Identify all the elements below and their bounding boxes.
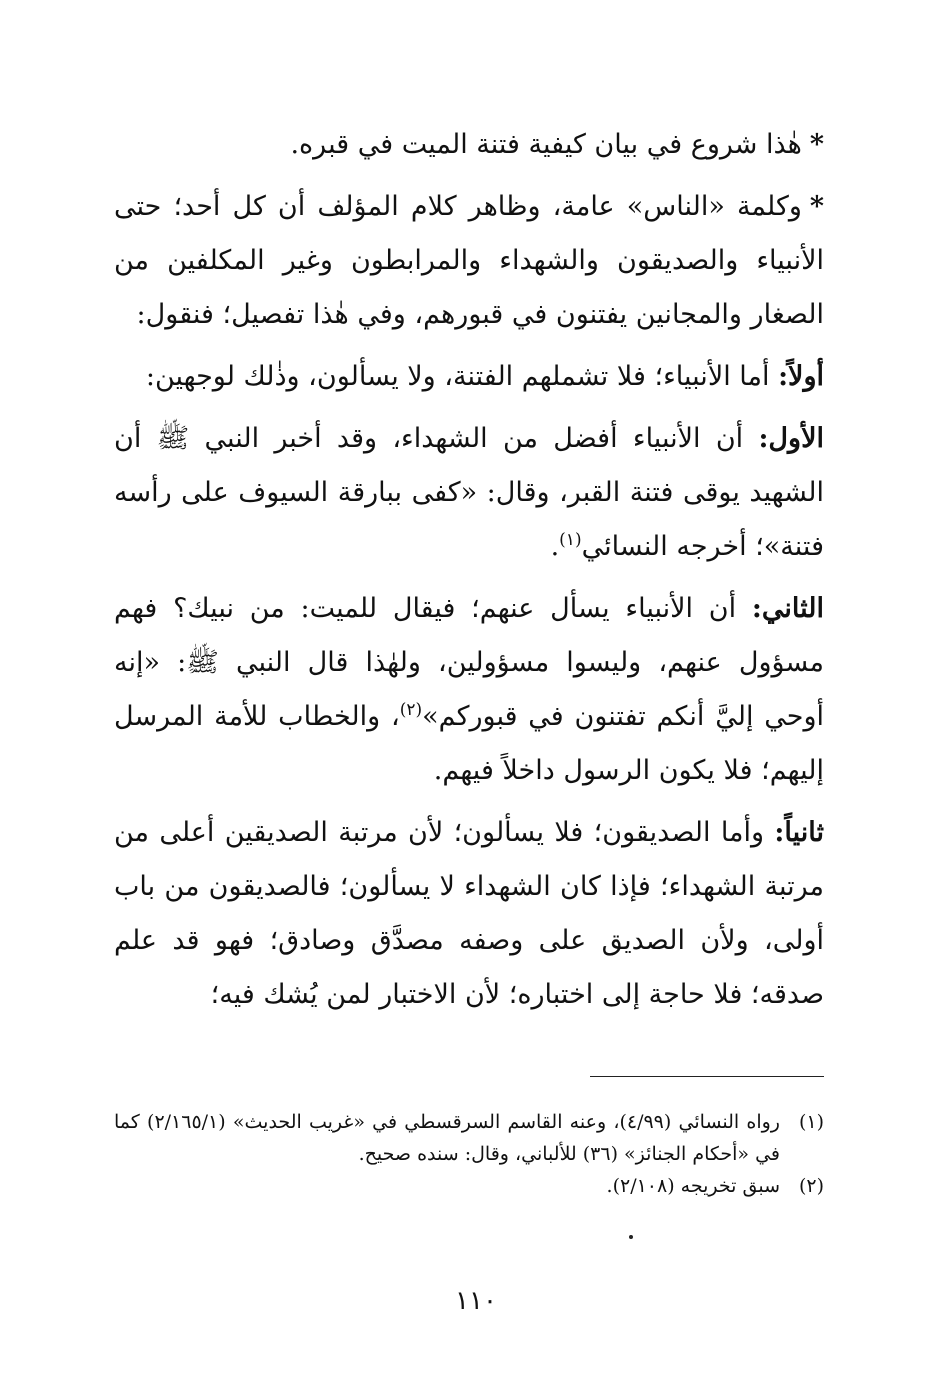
footnote-ref-1[interactable]: (١) [559,530,582,550]
asterisk-marker: * [809,191,824,222]
footnote-2 [114,1170,824,1202]
paragraph-text: هٰذا شروع في بيان كيفية فتنة الميت في قبره. [290,129,802,160]
section-heading: أولاً: [778,361,824,392]
footnote-text: سبق تخريجه (٢/١٠٨). [606,1175,780,1197]
paragraph-6 [114,806,824,1022]
paragraph-text: وأما الصديقون؛ فلا يسألون؛ لأن مرتبة الصديقين أعلى من مرتبة الشهداء؛ فإذا كان الشهداء لا يسألون؛ فالصديقون من باب أولى، ولأن الصديق على وصفه مصدَّق وصادق؛ فهو قد علم صدقه؛ فلا حاجة إلى اختباره؛ لأن الاختبار لمن يُشك فيه؛ [114,817,824,1010]
footnote-1 [114,1106,824,1170]
section-heading: ثانياً: [774,817,824,848]
paragraph-text: أما الأنبياء؛ فلا تشملهم الفتنة، ولا يسألون، وذٰلك لوجهين: [145,361,770,392]
stray-dot [629,1235,633,1239]
footnote-text: رواه النسائي (٤/٩٩)، وعنه القاسم السرقسطي في «غريب الحديث» (٢/١٦٥/١) كما في «أحكام الجنائز» (٣٦) للألباني، وقال: سنده صحيح. [114,1111,780,1165]
paragraph-1 [114,118,824,172]
paragraph-tail: ، والخطاب للأمة المرسل إليهم؛ فلا يكون الرسول داخلاً فيهم. [114,701,824,786]
page-number: ١١٠ [455,1286,497,1316]
footnotes [114,1106,824,1202]
footnote-ref-2[interactable]: (٢) [399,700,423,720]
section-heading: الأول: [758,423,824,454]
footnote-number: (١) [798,1111,824,1133]
main-text [114,118,824,1022]
section-heading: الثاني: [751,593,825,624]
asterisk-marker: * [809,129,824,160]
paragraph-text: أن الأنبياء أفضل من الشهداء، وقد أخبر النبي ﷺ أن الشهيد يوقى فتنة القبر، وقال: «كفى ببارقة السيوف على رأسه فتنة»؛ أخرجه النسائي [114,423,824,562]
paragraph-text: أن الأنبياء يسأل عنهم؛ فيقال للميت: من نبيك؟ فهم مسؤول عنهم، وليسوا مسؤولين، ولهٰذا قال النبي ﷺ: «إنه أوحي إليَّ أنكم تفتنون في قبوركم» [114,593,824,732]
paragraph-3 [114,350,824,404]
paragraph-tail: . [550,531,560,562]
footnote-divider [590,1076,824,1077]
paragraph-5 [114,582,824,798]
paragraph-2 [114,180,824,342]
footnote-number: (٢) [798,1175,824,1197]
paragraph-4 [114,412,824,574]
paragraph-text: وكلمة «الناس» عامة، وظاهر كلام المؤلف أن كل أحد؛ حتى الأنبياء والصديقون والشهداء والمرابطون وغير المكلفين من الصغار والمجانين يفتنون في قبورهم، وفي هٰذا تفصيل؛ فنقول: [114,191,824,330]
